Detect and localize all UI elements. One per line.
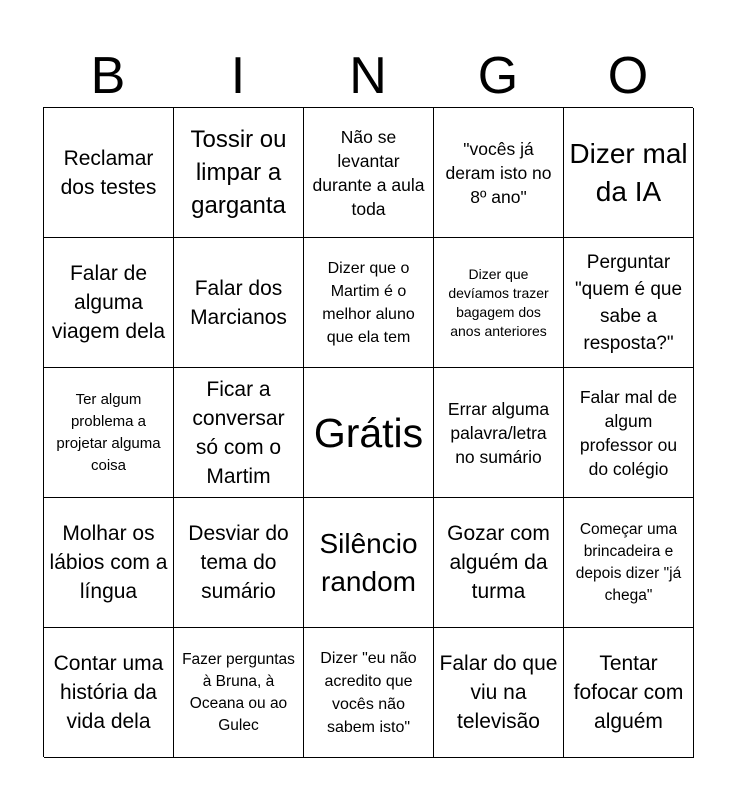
bingo-cell[interactable] (434, 238, 564, 368)
bingo-cell[interactable] (174, 108, 304, 238)
bingo-cell[interactable] (434, 498, 564, 628)
header-letter-o: O (607, 47, 649, 105)
bingo-cell[interactable] (44, 238, 174, 368)
bingo-cell[interactable] (44, 628, 174, 758)
cell-text: Tentar fofocar com alguém (573, 652, 684, 733)
cell-text: Ter algum problema a projetar alguma coisa (56, 390, 161, 474)
bingo-cell[interactable] (564, 628, 694, 758)
cell-text: Falar do que viu na televisão (439, 652, 558, 733)
bingo-cell[interactable] (304, 498, 434, 628)
cell-text: Tossir ou limpar a garganta (190, 126, 287, 219)
bingo-cell[interactable] (44, 498, 174, 628)
cell-text: Gozar com alguém da turma (447, 522, 550, 603)
cell-text: Ficar a conversar só com o Martim (192, 377, 285, 488)
bingo-cell[interactable] (174, 628, 304, 758)
cell-text: Falar mal de algum professor ou do colégio (579, 386, 678, 479)
bingo-cell[interactable] (564, 498, 694, 628)
header-letter-b: B (90, 47, 126, 105)
cell-text: Reclamar dos testes (60, 146, 157, 199)
cell-text: Dizer mal da IA (569, 137, 688, 207)
cell-text: Falar de alguma viagem dela (51, 262, 166, 343)
cell-text: Falar dos Marcianos (190, 276, 287, 329)
cell-text: "vocês já deram isto no 8º ano" (445, 138, 552, 207)
cell-text: Não se levantar durante a aula toda (312, 126, 425, 219)
cell-text: Desviar do tema do sumário (188, 522, 289, 603)
bingo-cell[interactable] (44, 368, 174, 498)
cell-text: Dizer "eu não acredito que vocês não sabem isto" (320, 649, 417, 736)
cell-text: Contar uma história da vida dela (53, 652, 164, 733)
cell-text: Dizer que o Martim é o melhor aluno que ela tem (322, 259, 415, 346)
bingo-cell[interactable] (174, 368, 304, 498)
header-letter-g: G (477, 47, 519, 105)
bingo-cell[interactable] (304, 238, 434, 368)
bingo-cell[interactable] (434, 108, 564, 238)
bingo-cell[interactable] (304, 368, 434, 498)
header-letter-n: N (349, 47, 387, 105)
bingo-card (43, 107, 693, 757)
header-letter-i: I (230, 47, 246, 105)
bingo-cell[interactable] (434, 628, 564, 758)
cell-text: Fazer perguntas à Bruna, à Oceana ou ao Gulec (182, 650, 295, 734)
free-space-text: Grátis (313, 409, 424, 456)
bingo-cell[interactable] (174, 238, 304, 368)
bingo-cell[interactable] (564, 108, 694, 238)
bingo-cell[interactable] (564, 368, 694, 498)
cell-text: Molhar os lábios com a língua (49, 522, 168, 603)
bingo-cell[interactable] (304, 628, 434, 758)
bingo-cell[interactable] (304, 108, 434, 238)
cell-text: Começar uma brincadeira e depois dizer "já chega" (575, 520, 682, 604)
bingo-cell[interactable] (434, 368, 564, 498)
cell-text: Perguntar "quem é que sabe a resposta?" (574, 251, 683, 354)
cell-text: Dizer que devíamos trazer bagagem dos anos anteriores (448, 265, 549, 339)
bingo-cell[interactable] (44, 108, 174, 238)
bingo-cell[interactable] (174, 498, 304, 628)
cell-text: Errar alguma palavra/letra no sumário (447, 398, 550, 467)
bingo-cell[interactable] (564, 238, 694, 368)
cell-text: Silêncio random (319, 527, 418, 597)
bingo-header (43, 46, 693, 106)
